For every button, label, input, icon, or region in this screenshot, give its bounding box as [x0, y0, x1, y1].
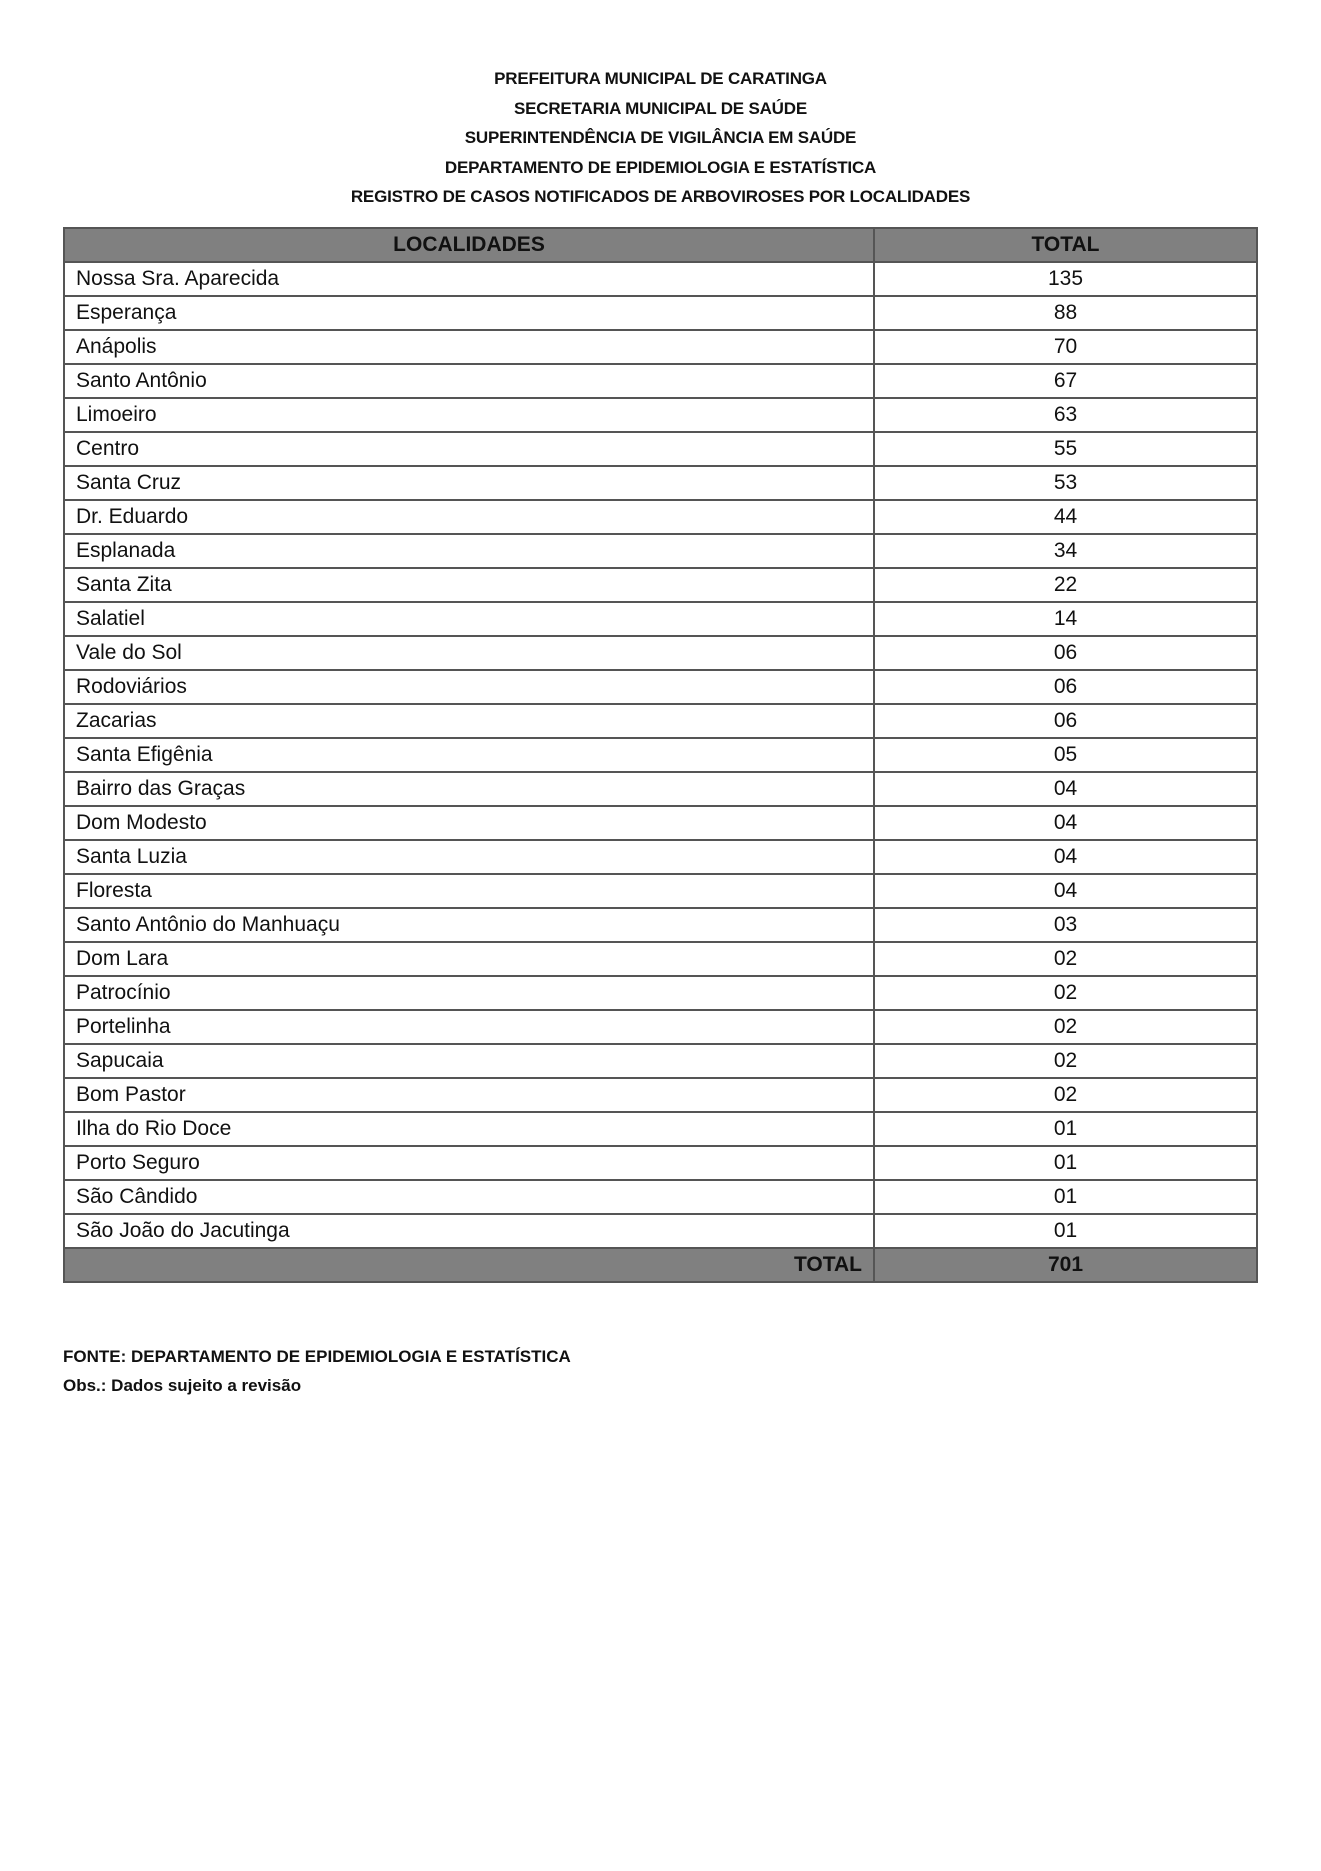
locality-name: Nossa Sra. Aparecida: [64, 262, 874, 296]
locality-total: 04: [874, 840, 1257, 874]
locality-name: Centro: [64, 432, 874, 466]
locality-total: 04: [874, 806, 1257, 840]
locality-name: Santo Antônio: [64, 364, 874, 398]
table-row: [64, 1180, 1257, 1214]
column-header-localidades: LOCALIDADES: [64, 228, 874, 262]
locality-name: São Cândido: [64, 1180, 874, 1214]
locality-total: 03: [874, 908, 1257, 942]
locality-name: Rodoviários: [64, 670, 874, 704]
locality-total: 70: [874, 330, 1257, 364]
locality-total: 05: [874, 738, 1257, 772]
locality-total: 63: [874, 398, 1257, 432]
table-row: [64, 602, 1257, 636]
table-row: [64, 738, 1257, 772]
locality-total: 04: [874, 874, 1257, 908]
locality-total: 01: [874, 1180, 1257, 1214]
locality-total: 14: [874, 602, 1257, 636]
total-value: 701: [874, 1248, 1257, 1282]
table-row: [64, 636, 1257, 670]
table-row: [64, 364, 1257, 398]
header-line: PREFEITURA MUNICIPAL DE CARATINGA: [494, 69, 827, 88]
locality-total: 01: [874, 1112, 1257, 1146]
table-row: [64, 1214, 1257, 1248]
locality-name: Dom Lara: [64, 942, 874, 976]
locality-total: 06: [874, 670, 1257, 704]
locality-total: 02: [874, 976, 1257, 1010]
table-row: [64, 262, 1257, 296]
locality-name: Limoeiro: [64, 398, 874, 432]
locality-total: 01: [874, 1146, 1257, 1180]
locality-total: 01: [874, 1214, 1257, 1248]
locality-name: Zacarias: [64, 704, 874, 738]
table-row: [64, 704, 1257, 738]
table-row: [64, 772, 1257, 806]
locality-name: São João do Jacutinga: [64, 1214, 874, 1248]
locality-total: 02: [874, 1078, 1257, 1112]
table-row: [64, 976, 1257, 1010]
locality-total: 55: [874, 432, 1257, 466]
locality-name: Dom Modesto: [64, 806, 874, 840]
table-row: [64, 1112, 1257, 1146]
locality-name: Vale do Sol: [64, 636, 874, 670]
locality-name: Santa Cruz: [64, 466, 874, 500]
locality-total: 06: [874, 636, 1257, 670]
table-row: [64, 568, 1257, 602]
column-header-total: TOTAL: [874, 228, 1257, 262]
locality-name: Floresta: [64, 874, 874, 908]
locality-name: Santa Zita: [64, 568, 874, 602]
locality-name: Bom Pastor: [64, 1078, 874, 1112]
table-row: [64, 1078, 1257, 1112]
report-title: REGISTRO DE CASOS NOTIFICADOS DE ARBOVIROSES POR LOCALIDADES: [350, 187, 971, 206]
table-row: [64, 534, 1257, 568]
locality-name: Santo Antônio do Manhuaçu: [64, 908, 874, 942]
table-row: [64, 1146, 1257, 1180]
locality-total: 44: [874, 500, 1257, 534]
locality-total: 53: [874, 466, 1257, 500]
locality-total: 04: [874, 772, 1257, 806]
source-note: FONTE: DEPARTAMENTO DE EPIDEMIOLOGIA E ESTATÍSTICA: [63, 1347, 571, 1366]
locality-total: 88: [874, 296, 1257, 330]
locality-total: 34: [874, 534, 1257, 568]
table-row: [64, 942, 1257, 976]
locality-total: 02: [874, 942, 1257, 976]
table-row: [64, 296, 1257, 330]
table-row: [64, 500, 1257, 534]
locality-total: 135: [874, 262, 1257, 296]
table-row: [64, 840, 1257, 874]
locality-name: Esperança: [64, 296, 874, 330]
total-row: [64, 1248, 1257, 1282]
locality-name: Anápolis: [64, 330, 874, 364]
table-row: [64, 1044, 1257, 1078]
revision-note: Obs.: Dados sujeito a revisão: [63, 1376, 302, 1395]
table-row: [64, 432, 1257, 466]
locality-name: Esplanada: [64, 534, 874, 568]
locality-name: Dr. Eduardo: [64, 500, 874, 534]
locality-name: Santa Luzia: [64, 840, 874, 874]
locality-name: Sapucaia: [64, 1044, 874, 1078]
table-row: [64, 670, 1257, 704]
locality-total: 02: [874, 1010, 1257, 1044]
total-label: TOTAL: [64, 1248, 874, 1282]
header-line: SUPERINTENDÊNCIA DE VIGILÂNCIA EM SAÚDE: [464, 128, 857, 147]
locality-name: Salatiel: [64, 602, 874, 636]
locality-name: Portelinha: [64, 1010, 874, 1044]
table-header-row: [64, 228, 1257, 262]
locality-total: 22: [874, 568, 1257, 602]
table-row: [64, 330, 1257, 364]
table-row: [64, 908, 1257, 942]
locality-total: 67: [874, 364, 1257, 398]
cases-table: [63, 227, 1258, 1283]
header-line: SECRETARIA MUNICIPAL DE SAÚDE: [514, 98, 807, 118]
table-row: [64, 1010, 1257, 1044]
footer: [63, 1342, 571, 1400]
locality-name: Santa Efigênia: [64, 738, 874, 772]
table-row: [64, 806, 1257, 840]
locality-total: 02: [874, 1044, 1257, 1078]
document-header: [0, 64, 1321, 212]
locality-name: Patrocínio: [64, 976, 874, 1010]
table-row: [64, 874, 1257, 908]
locality-name: Ilha do Rio Doce: [64, 1112, 874, 1146]
locality-name: Bairro das Graças: [64, 772, 874, 806]
locality-name: Porto Seguro: [64, 1146, 874, 1180]
table-row: [64, 466, 1257, 500]
header-line: DEPARTAMENTO DE EPIDEMIOLOGIA E ESTATÍSTICA: [444, 157, 877, 177]
table-row: [64, 398, 1257, 432]
locality-total: 06: [874, 704, 1257, 738]
